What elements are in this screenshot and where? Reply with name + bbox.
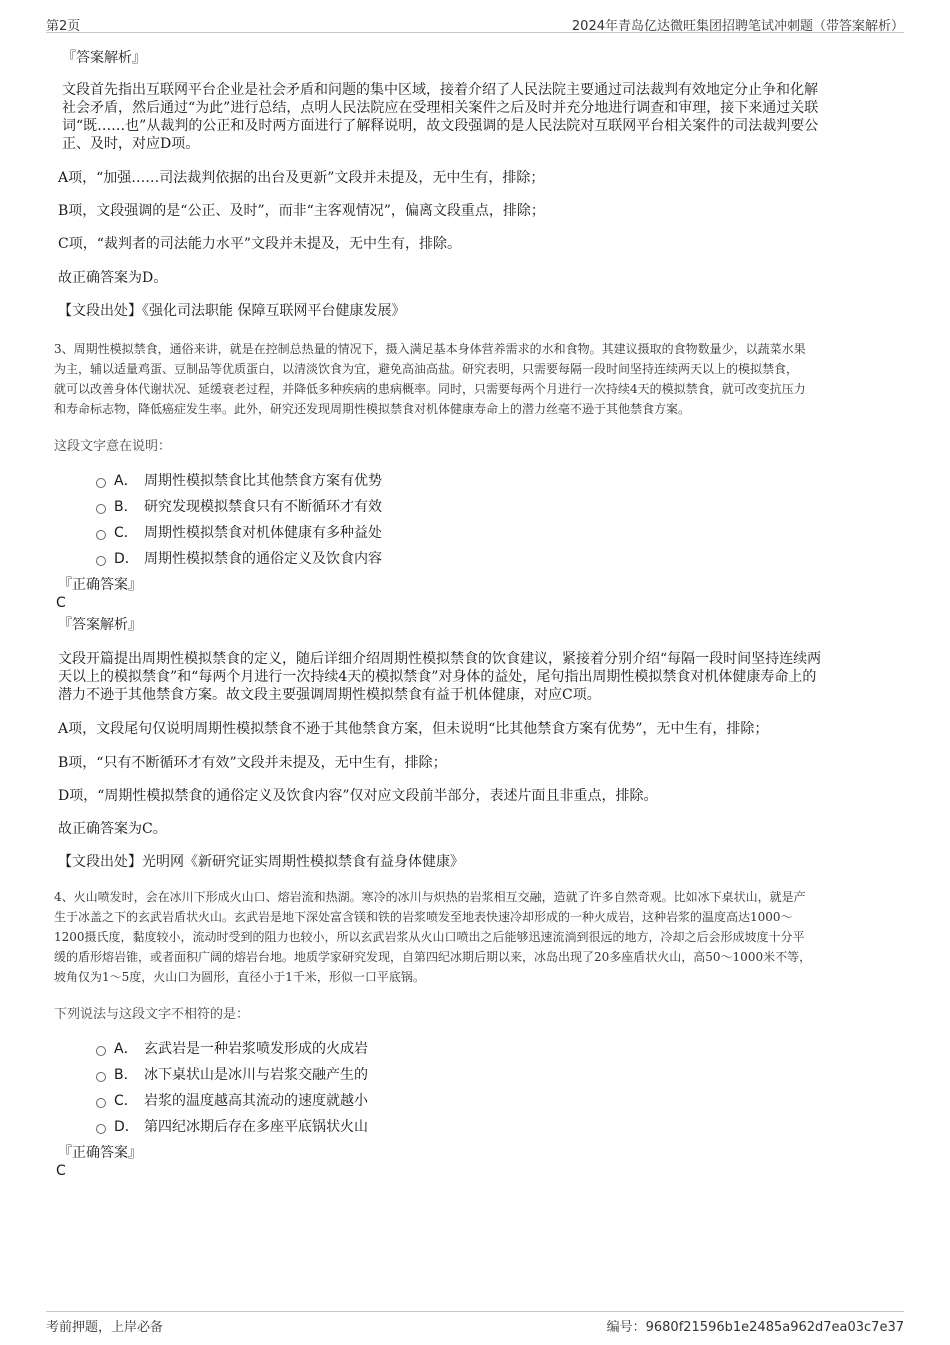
q3-question: 这段文字意在说明： (54, 439, 172, 454)
q3-answer: C (56, 595, 66, 611)
q3-passage-line-4: 和寿命标志物，降低癌症发生率。此外，研究还发现周期性模拟禁食对机体健康寿命上的潜力丝毫不逊于其他禁食方案。 (54, 402, 691, 416)
radio-button-icon[interactable] (96, 556, 106, 566)
q3-passage-line-1: 3、周期性模拟禁食，通俗来讲，就是在控制总热量的情况下，摄入满足基本身体营养需求的水和食物。其建议摄取的食物数量少，以蔬菜水果 (54, 342, 806, 356)
q3-source: 【文段出处】光明网《新研究证实周期性模拟禁食有益身体健康》 (58, 854, 464, 870)
q2-option-b-analysis: B项，文段强调的是“公正、及时”，而非“主客观情况”，偏离文段重点，排除； (58, 203, 545, 219)
radio-button-icon[interactable] (96, 530, 106, 540)
q4-question: 下列说法与这段文字不相符的是： (54, 1007, 250, 1022)
q4-option-a[interactable]: A． 玄武岩是一种岩浆喷发形成的火成岩 (96, 1038, 368, 1058)
q4-answer: C (56, 1163, 66, 1179)
q4-passage-line-5: 坡角仅为1～5度，火山口为圆形，直径小于1千米，形似一口平底锅。 (54, 970, 425, 984)
q4-option-c[interactable]: C． 岩浆的温度越高其流动的速度就越小 (96, 1090, 368, 1110)
q2-conclusion: 故正确答案为D。 (58, 270, 168, 286)
q4-option-b[interactable]: B． 冰下桌状山是冰川与岩浆交融产生的 (96, 1064, 368, 1084)
q3-answer-label: 『正确答案』 (58, 577, 142, 593)
q3-option-d[interactable]: D． 周期性模拟禁食的通俗定义及饮食内容 (96, 548, 382, 568)
radio-button-icon[interactable] (96, 1098, 106, 1108)
q4-option-d-text: 第四纪冰期后存在多座平底锅状火山 (144, 1119, 368, 1135)
q4-passage-line-4: 缓的盾形熔岩锥，或者面积广阔的熔岩台地。地质学家研究发现，自第四纪冰期后期以来，冰岛出现了20多座盾状火山，高50～1000米不等， (54, 950, 812, 964)
page-header (46, 14, 904, 33)
q3-analysis-label: 『答案解析』 (58, 617, 142, 633)
document-id: 编号：9680f21596b1e2485a962d7ea03c7e37 (606, 1320, 904, 1335)
radio-button-icon[interactable] (96, 478, 106, 488)
q4-passage-line-1: 4、火山喷发时，会在冰川下形成火山口、熔岩流和热湖。寒冷的冰川与炽热的岩浆相互交融，造就了许多自然奇观。比如冰下桌状山，就是产 (54, 890, 806, 904)
q2-option-c-analysis: C项，“裁判者的司法能力水平”文段并未提及，无中生有，排除。 (58, 236, 462, 252)
page-number: 第2页 (46, 19, 81, 34)
q3-option-b-text: 研究发现模拟禁食只有不断循环才有效 (144, 499, 382, 515)
q3-option-a[interactable]: A． 周期性模拟禁食比其他禁食方案有优势 (96, 470, 382, 490)
q3-option-d-text: 周期性模拟禁食的通俗定义及饮食内容 (144, 551, 382, 567)
footer-slogan: 考前押题，上岸必备 (46, 1320, 164, 1335)
q3-passage-line-2: 为主，辅以适量鸡蛋、豆制品等优质蛋白，以清淡饮食为宜，避免高油高盐。研究表明，只需要每隔一段时间坚持连续两天以上的模拟禁食， (54, 362, 799, 376)
q3-option-c[interactable]: C． 周期性模拟禁食对机体健康有多种益处 (96, 522, 382, 542)
q2-analysis-line-1: 文段首先指出互联网平台企业是社会矛盾和问题的集中区域，接着介绍了人民法院主要通过司法裁判有效地定分止争和化解 (62, 82, 818, 98)
radio-button-icon[interactable] (96, 1072, 106, 1082)
q2-analysis-label: 『答案解析』 (62, 50, 146, 66)
q3-passage-line-3: 就可以改善身体代谢状况、延缓衰老过程，并降低多种疾病的患病概率。同时，只需要每两个月进行一次持续4天的模拟禁食，就可改变抗压力 (54, 382, 806, 396)
q4-option-b-text: 冰下桌状山是冰川与岩浆交融产生的 (144, 1067, 368, 1083)
q4-passage-line-3: 1200摄氏度，黏度较小，流动时受到的阻力也较小，所以玄武岩浆从火山口喷出之后能够迅速流淌到很远的地方，冷却之后会形成坡度十分平 (54, 930, 805, 944)
radio-button-icon[interactable] (96, 1124, 106, 1134)
q2-analysis-line-4: 正、及时，对应D项。 (62, 136, 200, 152)
q4-option-a-text: 玄武岩是一种岩浆喷发形成的火成岩 (144, 1041, 368, 1057)
q4-passage-line-2: 生于冰盖之下的玄武岩盾状火山。玄武岩是地下深处富含镁和铁的岩浆喷发至地表快速冷却形成的一种火成岩，这种岩浆的温度高达1000～ (54, 910, 793, 924)
q3-option-b[interactable]: B． 研究发现模拟禁食只有不断循环才有效 (96, 496, 382, 516)
q3-analysis-line-3: 潜力不逊于其他禁食方案。故文段主要强调周期性模拟禁食有益于机体健康，对应C项。 (58, 687, 601, 703)
page-footer (46, 1311, 904, 1335)
q4-option-d[interactable]: D． 第四纪冰期后存在多座平底锅状火山 (96, 1116, 368, 1136)
q2-analysis-line-2: 社会矛盾，然后通过“为此”进行总结，点明人民法院应在受理相关案件之后及时并充分地进行调查和审理，接下来通过关联 (62, 100, 819, 116)
q3-option-c-text: 周期性模拟禁食对机体健康有多种益处 (144, 525, 382, 541)
document-title: 2024年青岛亿达微旺集团招聘笔试冲刺题（带答案解析） (571, 19, 904, 34)
q4-option-c-text: 岩浆的温度越高其流动的速度就越小 (144, 1093, 368, 1109)
q2-analysis-line-3: 词“既……也”从裁判的公正和及时两方面进行了解释说明，故文段强调的是人民法院对互联网平台相关案件的司法裁判要公 (62, 118, 819, 134)
q3-analysis-line-2: 天以上的模拟禁食”和“每两个月进行一次持续4天的模拟禁食”对身体的益处，尾句指出周期性模拟禁食对机体健康寿命上的 (58, 669, 817, 685)
q2-source: 【文段出处】《强化司法职能 保障互联网平台健康发展》 (58, 303, 406, 319)
q3-option-a-text: 周期性模拟禁食比其他禁食方案有优势 (144, 473, 382, 489)
q3-option-d-analysis: D项，“周期性模拟禁食的通俗定义及饮食内容”仅对应文段前半部分，表述片面且非重点，排除。 (58, 788, 658, 804)
radio-button-icon[interactable] (96, 1046, 106, 1056)
q2-option-a-analysis: A项，“加强……司法裁判依据的出台及更新”文段并未提及，无中生有，排除； (58, 170, 545, 186)
q4-answer-label: 『正确答案』 (58, 1145, 142, 1161)
radio-button-icon[interactable] (96, 504, 106, 514)
q3-analysis-line-1: 文段开篇提出周期性模拟禁食的定义，随后详细介绍周期性模拟禁食的饮食建议，紧接着分别介绍“每隔一段时间坚持连续两 (58, 651, 822, 667)
q3-option-a-analysis: A项，文段尾句仅说明周期性模拟禁食不逊于其他禁食方案，但未说明“比其他禁食方案有优势”，无中生有，排除； (58, 721, 769, 737)
q3-option-b-analysis: B项，“只有不断循环才有效”文段并未提及，无中生有，排除； (58, 755, 447, 771)
q3-conclusion: 故正确答案为C。 (58, 821, 167, 837)
